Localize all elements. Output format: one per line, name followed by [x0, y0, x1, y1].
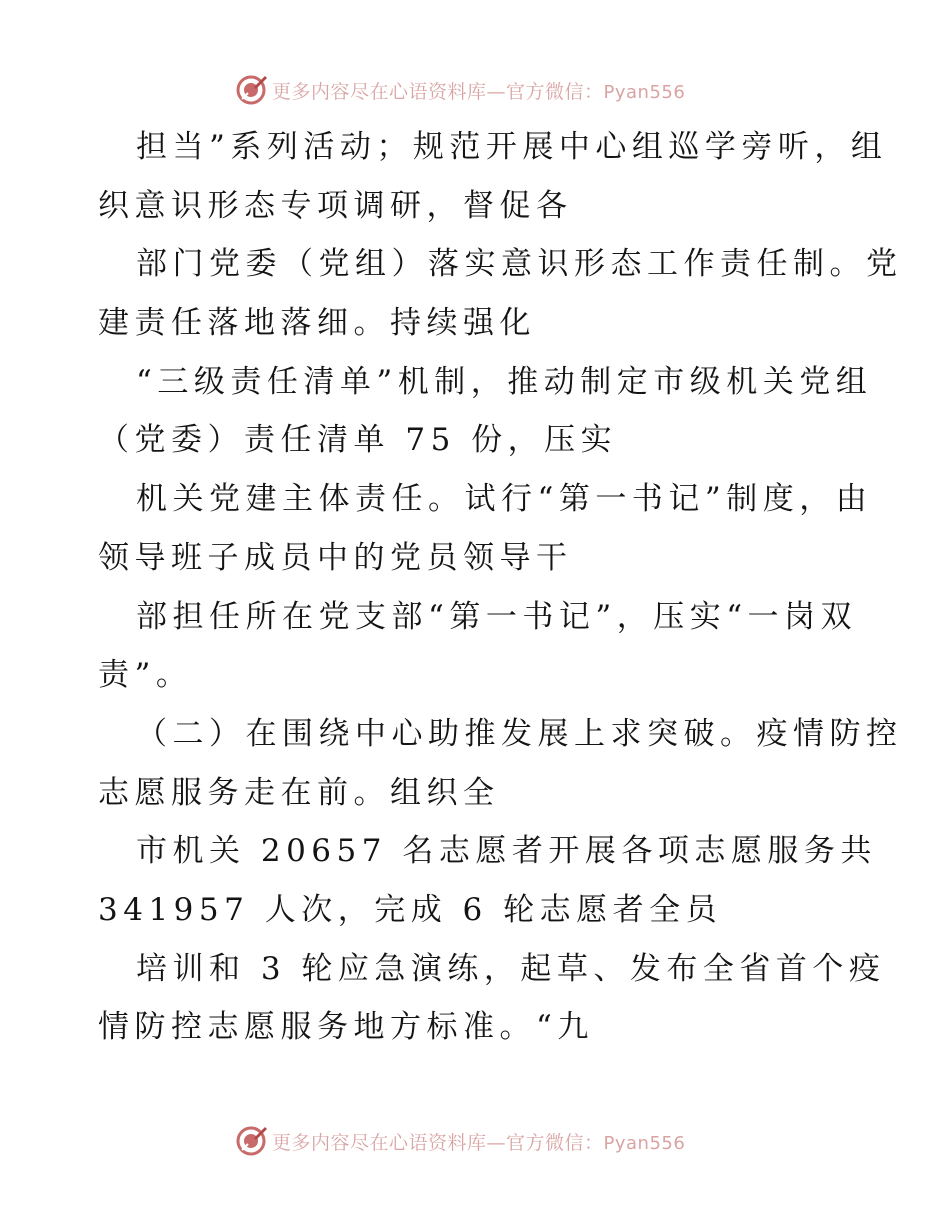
text-line: 责”。: [98, 657, 193, 694]
text-line: 情防控志愿服务地方标准。“九: [98, 1009, 594, 1046]
text-line: 领导班子成员中的党员领导干: [98, 539, 573, 576]
text-line: （二）在围绕中心助推发展上求突破。疫情防控: [136, 715, 903, 752]
text-line: 志愿服务走在前。组织全: [98, 774, 500, 811]
text-line: 市机关 20657 名志愿者开展各项志愿服务共: [136, 833, 877, 870]
footer-watermark: [234, 1123, 685, 1159]
text-line: 担当”系列活动；规范开展中心组巡学旁听，组: [136, 129, 888, 165]
text-line: 341957 人次，完成 6 轮志愿者全员: [98, 891, 723, 928]
text-line: 部担任所在党支部“第一书记”，压实“一岗双: [136, 598, 858, 635]
watermark-text: 更多内容尽在心语资料库—官方微信：Pyan556: [272, 80, 686, 103]
text-line: 培训和 3 轮应急演练，起草、发布全省首个疫: [136, 950, 886, 987]
text-line: “三级责任清单”机制，推动制定市级机关党组: [136, 363, 873, 400]
watermark-wechat-id: Pyan556: [603, 81, 686, 103]
quill-seal-icon: [234, 73, 268, 107]
header-watermark: [234, 72, 685, 108]
text-line: 部门党委（党组）落实意识形态工作责任制。党: [136, 246, 903, 283]
text-line: 织意识形态专项调研，督促各: [98, 187, 573, 224]
text-line: 机关党建主体责任。试行“第一书记”制度，由: [136, 481, 873, 518]
document-body: [98, 118, 903, 1057]
watermark-wechat-id: Pyan556: [603, 1132, 686, 1154]
quill-seal-icon: [234, 1124, 268, 1158]
text-line: （党委）责任清单 75 份，压实: [98, 422, 618, 459]
watermark-text: 更多内容尽在心语资料库—官方微信：Pyan556: [272, 1131, 686, 1154]
text-line: 建责任落地落细。持续强化: [98, 305, 536, 342]
